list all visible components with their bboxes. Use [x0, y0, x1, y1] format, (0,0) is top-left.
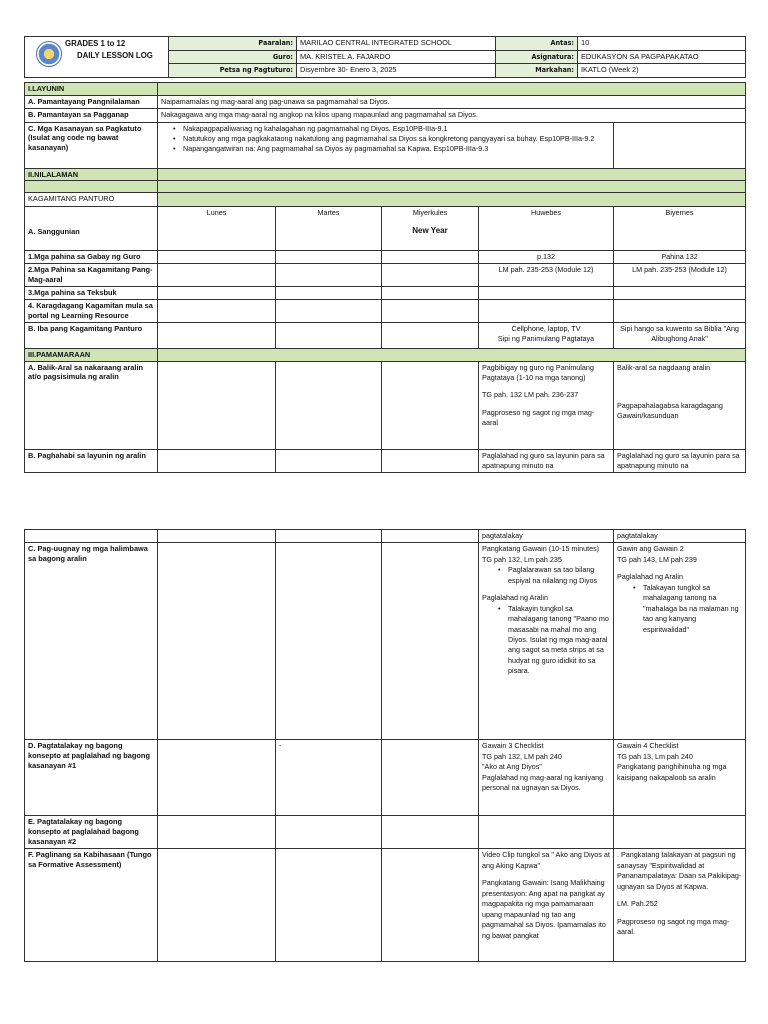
- performance-standard-label: B. Pamantayan sa Pagganap: [25, 109, 158, 122]
- nilalaman-heading: II.NILALAMAN: [25, 168, 158, 181]
- content-standard-label: A. Pamantayang Pangnilalaman: [25, 95, 158, 108]
- other-materials-biyernes: Sipi hango sa kuwento sa Biblia "Ang Alibughong Anak": [614, 322, 746, 348]
- examples-biyernes-line: Gawin ang Gawain 2: [617, 544, 684, 554]
- examples-huwebes-bullet: • Talakayin tungkol sa mahalagang tanong "Paano mo masasabi na mahal mo ang Diyos. Isulat ng mga mag-aaral ang sagot sa meta strips at sa hudyat ng guro ididkit ito sa pisara.: [482, 604, 610, 677]
- purpose-huwebes: Paglalahad ng guro sa layunin para sa apatnapung minuto na: [479, 449, 614, 473]
- day-huwebes: Huwebes: [479, 206, 614, 250]
- guide-pages-huwebes: p.132: [479, 250, 614, 263]
- teacher-value: MA. KRISTEL A. FAJARDO: [297, 50, 496, 64]
- subject-label: Asignatura:: [496, 50, 578, 64]
- subject-value: EDUKASYON SA PAGPAPAKATAO: [578, 50, 746, 64]
- examples-huwebes-line: Pangkatang Gawain (10-15 minutes): [482, 544, 600, 554]
- lesson-table-page-1: [24, 82, 745, 473]
- concept-1-biyernes-line: Gawain 4 Checklist: [617, 741, 679, 751]
- mastery-biyernes-line: Pagproseso ng sagot ng mga mag-aaral.: [617, 916, 730, 937]
- learner-pages-label: 2.Mga Pahina sa Kagamitang Pang-Mag-aaral: [25, 264, 158, 287]
- guide-pages-label: 1.Mga pahina sa Gabay ng Guro: [25, 250, 158, 263]
- holiday-label: New Year: [412, 226, 448, 236]
- concept-1-label: D. Pagtatalakay ng bagong konsepto at paglalahad ng bagong kasanayan #1: [25, 740, 158, 816]
- grade-level-value: 10: [578, 37, 746, 51]
- purpose-biyernes: Paglalahad ng guro sa layunin para sa apatnapung minuto na: [614, 449, 746, 473]
- competencies-extra-cell: [614, 122, 746, 168]
- grade-level-label: Antas:: [496, 37, 578, 51]
- performance-standard-value: Nakagagawa ang mga mag-aaral ng angkop na kilos upang mapaunlad ang pagmamahal sa Diyos.: [158, 109, 746, 122]
- teaching-date-label: Petsa ng Pagtuturo:: [169, 64, 297, 78]
- review-huwebes: [479, 361, 614, 449]
- other-materials-label: B. Iba pang Kagamitang Panturo: [25, 322, 158, 348]
- nilalaman-blank: [25, 181, 158, 193]
- layunin-heading-fill: [158, 83, 746, 96]
- review-huwebes-line: Pagproseso ng sagot ng mga mag-aaral: [482, 407, 595, 428]
- day-lunes: Lunes: [158, 206, 276, 250]
- examples-biyernes-line: TG pah 143, LM pah 239: [617, 554, 697, 564]
- mastery-huwebes-line: Pangkatang Gawain: Isang Malikhaing presentasyon: Ang apat na pangkat ay magpapakita ng mga pamamaraan upang mapaunlad ng tao ang pagmamahal sa Diyos. Ipamamalas ito ng bawat pangkat: [482, 878, 606, 940]
- purpose-label: B. Paghahabi sa layunin ng aralin: [25, 449, 158, 473]
- concept-1-huwebes: [479, 740, 614, 816]
- day-miyerkules-label: Miyerkules: [412, 207, 448, 217]
- examples-biyernes-line: Paglalahad ng Aralin: [617, 572, 683, 582]
- review-biyernes-line: Pagpapahalagabsa karagdagang Gawain/kasunduan: [617, 400, 723, 421]
- concept-1-biyernes: [614, 740, 746, 816]
- school-label: Paaralan:: [169, 37, 297, 51]
- mastery-biyernes-line: LM. Pah.252: [617, 899, 658, 909]
- mastery-huwebes: [479, 849, 614, 962]
- concept-1-huwebes-line: "Ako at Ang Diyos": [482, 762, 542, 772]
- lesson-log-header: [24, 36, 745, 78]
- textbook-pages-label: 3.Mga pahina sa Teksbuk: [25, 287, 158, 300]
- competency-item: • Nakapagpapaliwanag ng kahalagahan ng pagmamahal ng Diyos. Esp10PB-IIIa-9.1: [161, 124, 610, 134]
- concept-1-martes: -: [276, 740, 382, 816]
- nilalaman-blank-fill: [158, 181, 746, 193]
- pamamaraan-heading: III.PAMAMARAAN: [25, 348, 158, 361]
- sanggunian-label: A. Sanggunian: [25, 206, 158, 250]
- examples-huwebes-line: TG pah 132, Lm pah 235: [482, 554, 562, 564]
- kagamitan-label: KAGAMITANG PANTURO: [25, 193, 158, 207]
- concept-2-label: E. Pagtatalakay ng bagong konsepto at paglalahad bagong kasanayan #2: [25, 816, 158, 849]
- school-value: MARILAO CENTRAL INTEGRATED SCHOOL: [297, 37, 496, 51]
- learner-pages-biyernes: LM pah. 235-253 (Module 12): [614, 264, 746, 287]
- concept-1-huwebes-line: Gawain 3 Checklist: [482, 741, 544, 751]
- mastery-biyernes-line: . Pangkatang talakayan at pagsuri ng sanaysay "Espiritwalidad at Pananampalataya: Daan sa Pakikipag-ugnayan sa Diyos at Kapwa.: [617, 850, 742, 891]
- competency-item: • Napangangatwiran na: Ang pagmamahal sa Diyos ay pagmamahal sa Kapwa. Esp10PB-IIIa-9.3: [161, 144, 610, 154]
- grades-label: GRADES 1 to 12: [65, 39, 126, 48]
- mastery-huwebes-line: Video Clip tungkol sa " Ako ang Diyos at ang Aking Kapwa": [482, 850, 610, 870]
- lr-portal-label: 4. Karagdagang Kagamitan mula sa portal ng Learning Resource: [25, 299, 158, 322]
- day-martes: Martes: [276, 206, 382, 250]
- review-biyernes: [614, 361, 746, 449]
- content-standard-value: Naipamamalas ng mag-aaral ang pag-unawa sa pagmamahal sa Diyos.: [158, 95, 746, 108]
- review-huwebes-line: TG pah. 132 LM pah. 236-237: [482, 390, 579, 400]
- review-biyernes-line: Balik-aral sa nagdaang aralin: [617, 362, 711, 372]
- mastery-label: F. Paglinang sa Kabihasaan (Tungo sa Formative Assessment): [25, 849, 158, 962]
- nilalaman-heading-fill: [158, 168, 746, 181]
- other-materials-huwebes: Cellphone, laptop, TV Sipi ng Panimulang Pagtataya: [479, 322, 614, 348]
- examples-biyernes: [614, 543, 746, 740]
- day-biyernes: Biyernes: [614, 206, 746, 250]
- guide-pages-biyernes: Pahina 132: [614, 250, 746, 263]
- examples-huwebes-line: Paglalahad ng Aralin: [482, 593, 548, 603]
- review-huwebes-line: Pagbibigay ng guro ng Panimulang Pagtataya (1-10 na mga tanong): [482, 362, 594, 382]
- competencies-list: [158, 122, 614, 168]
- quarter-label: Markahan:: [496, 64, 578, 78]
- continuation-biyernes: pagtatalakay: [614, 530, 746, 543]
- day-miyerkules: [382, 206, 479, 250]
- examples-huwebes: [479, 543, 614, 740]
- continuation-huwebes: pagtatalakay: [479, 530, 614, 543]
- pamamaraan-heading-fill: [158, 348, 746, 361]
- examples-biyernes-bullet: • Talakayan tungkol sa mahalagang tanong na "mahalaga ba na malaman ng tao ang kanyang espiritwalidad": [617, 583, 742, 635]
- lesson-table-page-2: [24, 529, 745, 962]
- deped-seal-icon: [36, 41, 62, 67]
- concept-1-biyernes-line: TG pah 13, Lm pah 240: [617, 751, 693, 761]
- mastery-biyernes: [614, 849, 746, 962]
- concept-1-huwebes-line: Paglalahad ng mag-aaral ng kaniyang personal na ugnayan sa Diyos.: [482, 772, 604, 793]
- competency-item: • Natutukoy ang mga pagkakataong nakatulong ang pagmamahal sa Diyos sa kongkretong pangyayari sa buhay. Esp10PB-IIIa-9.2: [161, 134, 610, 144]
- daily-lesson-log-label: DAILY LESSON LOG: [77, 50, 153, 60]
- concept-1-huwebes-line: TG pah 132, LM pah 240: [482, 751, 562, 761]
- examples-label: C. Pag-uugnay ng mga halimbawa sa bagong aralin: [25, 543, 158, 740]
- review-label: A. Balik-Aral sa nakaraang aralin at/o pagsisimula ng aralin: [25, 361, 158, 449]
- learner-pages-huwebes: LM pah. 235-253 (Module 12): [479, 264, 614, 287]
- competencies-label: C. Mga Kasanayan sa Pagkatuto (Isulat ang code ng bawat kasanayan): [25, 122, 158, 168]
- examples-huwebes-bullet: • Paglalarawan sa tao bilang espiyal na nilalang ng Diyos: [482, 565, 610, 586]
- teacher-label: Guro:: [169, 50, 297, 64]
- layunin-heading: I.LAYUNIN: [25, 83, 158, 96]
- kagamitan-fill: [158, 193, 746, 207]
- header-logo-cell: [25, 37, 169, 78]
- concept-1-biyernes-line: Pangkatang panghihinuha ng mga kaisipang nakapaloob sa aralin: [617, 762, 727, 782]
- teaching-date-value: Disyembre 30- Enero 3, 2025: [297, 64, 496, 78]
- quarter-value: IKATLO (Week 2): [578, 64, 746, 78]
